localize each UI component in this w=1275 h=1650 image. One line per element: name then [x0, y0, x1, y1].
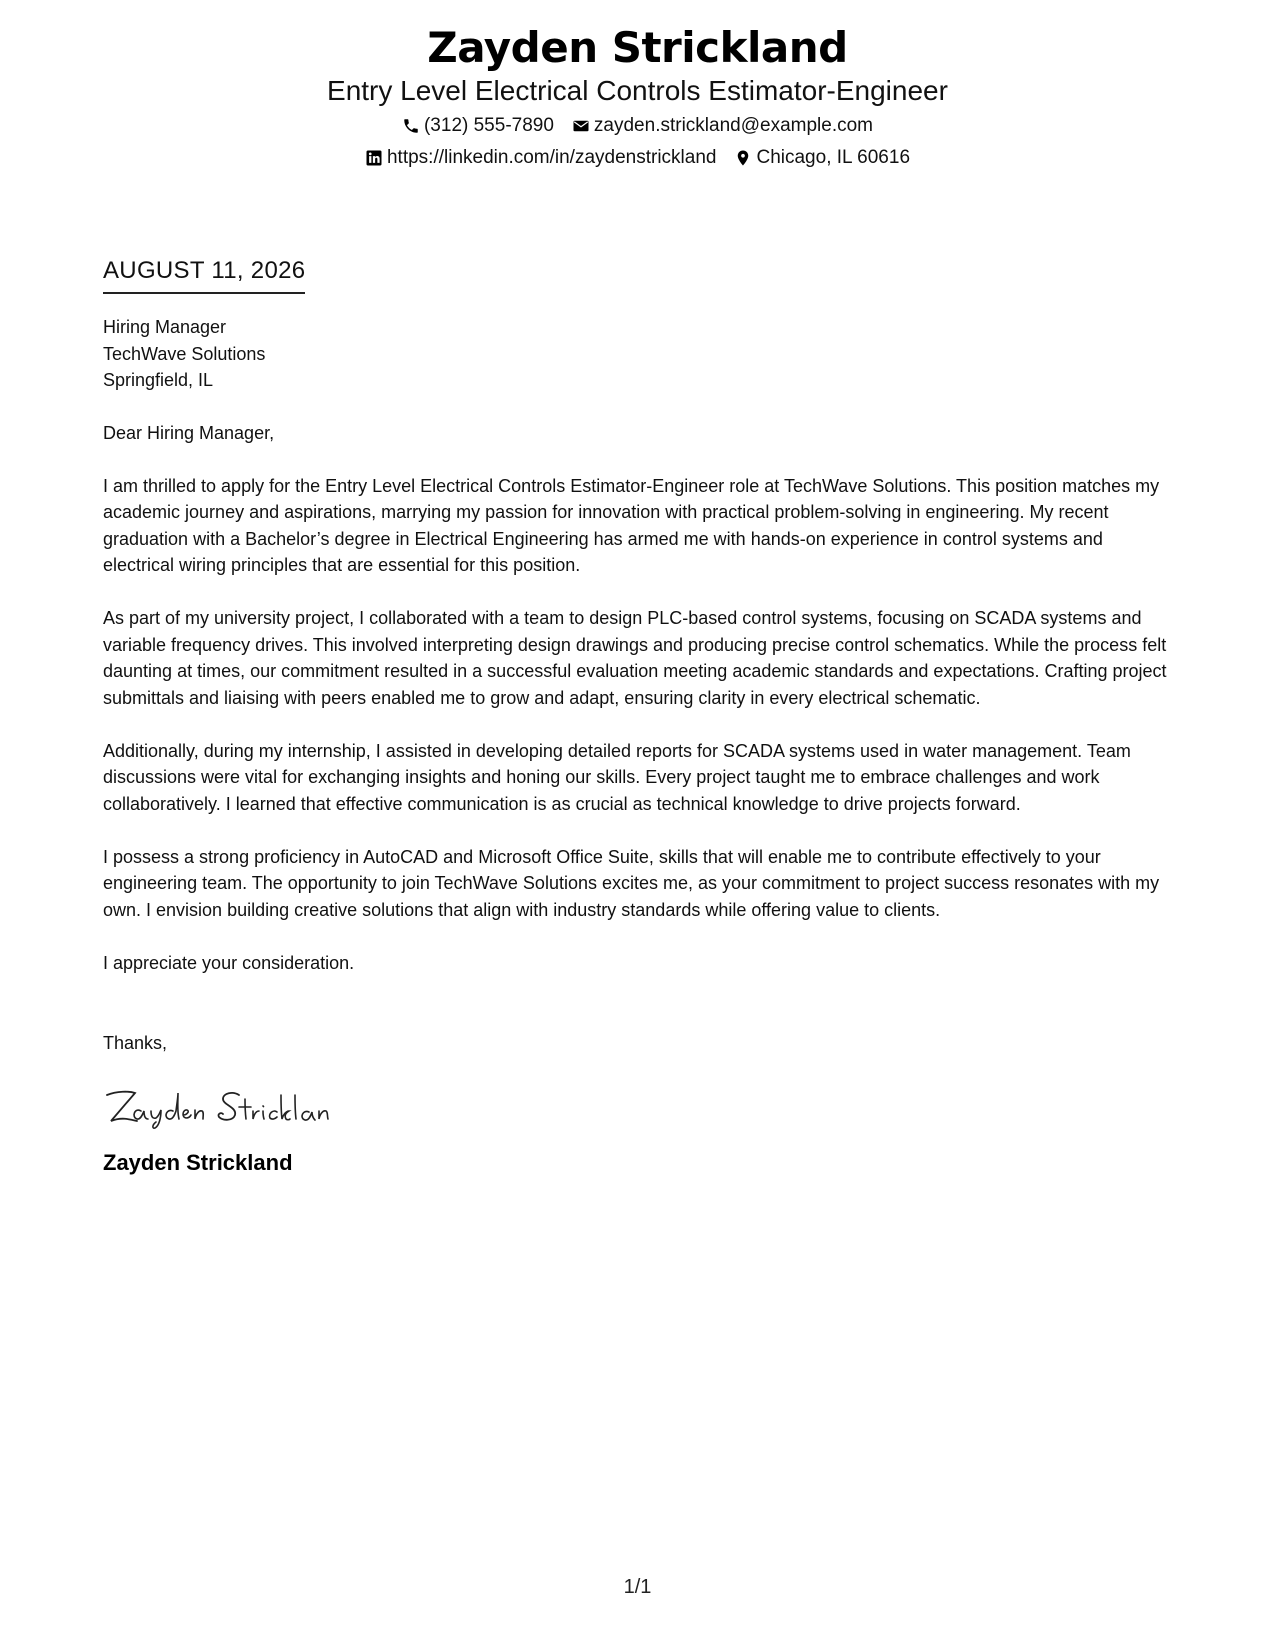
body-paragraph: I appreciate your consideration. [103, 952, 355, 973]
closing: Thanks, [103, 1033, 168, 1053]
recipient-line: Springfield, IL [103, 370, 214, 390]
location-contact [734, 146, 910, 170]
phone-contact [402, 114, 554, 138]
applicant-name: Zayden Strickland [427, 23, 848, 72]
handwritten-signature [103, 1081, 1173, 1131]
page-number: 1/1 [623, 1576, 652, 1598]
email-contact [572, 114, 873, 138]
body-paragraph: As part of my university project, I collaborated with a team to design PLC-based control systems, focusing on SCADA systems and variable frequency drives. This involved interpreting design drawings and producing precise control schematics. While the process felt daunting at times, our commitment resulted in a successful evaluation meeting academic standards and expectations. Crafting project submittals and liaising with peers enabled me to grow and adapt, ensuring clarity in every electrical schematic. [103, 608, 1167, 708]
letter-date: AUGUST 11, 2026 [103, 256, 305, 294]
body-paragraph: I possess a strong proficiency in AutoCAD and Microsoft Office Suite, skills that will enable me to contribute effectively to your engineering team. The opportunity to join TechWave Solutions excites me, as your commitment to project success resonates with my own. I envision building creative solutions that align with industry standards while offering value to clients. [103, 846, 1160, 920]
contact-row-primary [0, 114, 1275, 138]
letter-header [0, 22, 1275, 170]
linkedin-contact [365, 146, 717, 170]
signed-name: Zayden Strickland [103, 1149, 293, 1175]
recipient-block [103, 314, 1173, 394]
salutation: Dear Hiring Manager, [103, 422, 275, 443]
map-marker-icon [734, 149, 752, 167]
email-address: zayden.strickland@example.com [593, 115, 873, 136]
job-title: Entry Level Electrical Controls Estimator-Engineer [327, 75, 948, 106]
contact-row-secondary [0, 146, 1275, 170]
body-paragraph: I am thrilled to apply for the Entry Level Electrical Controls Estimator-Engineer role at TechWave Solutions. This position matches my academic journey and aspirations, marrying my passion for innovation with practical problem-solving in engineering. My recent graduation with a Bachelor’s degree in Electrical Engineering has armed me with hands-on experience in control systems and electrical wiring principles that are essential for this position. [103, 475, 1160, 575]
letter-body [103, 256, 1173, 1177]
body-paragraph: Additionally, during my internship, I assisted in developing detailed reports for SCADA systems used in water management. Team discussions were vital for exchanging insights and honing our skills. Every project taught me to embrace challenges and work collaboratively. I learned that effective communication is as crucial as technical knowledge to drive projects forward. [103, 740, 1131, 814]
phone-icon [402, 117, 420, 135]
phone-number: (312) 555-7890 [423, 115, 554, 136]
linkedin-url: https://linkedin.com/in/zaydenstrickland [386, 147, 717, 168]
recipient-line: TechWave Solutions [103, 343, 266, 364]
linkedin-icon [365, 149, 383, 167]
recipient-line: Hiring Manager [103, 317, 227, 337]
location-text: Chicago, IL 60616 [756, 147, 911, 168]
envelope-icon [572, 117, 590, 135]
